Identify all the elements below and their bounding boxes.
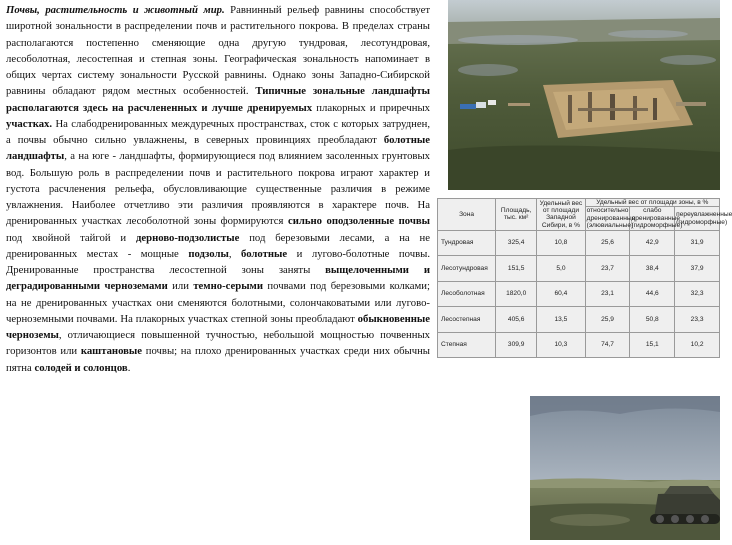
text-span: или <box>167 280 194 293</box>
cell-share: 13,5 <box>537 307 585 332</box>
text-bold: Типичные зональные ландшафты располагаются здесь на расчлененных и лучше дренируемых <box>6 85 430 114</box>
header-sub3: переувлажненные (гидроморфные) <box>675 207 720 230</box>
cell-d3: 10,2 <box>675 332 720 358</box>
text-bold: выщелоченными и деградированными черноземами <box>6 264 430 293</box>
text-bold: болотные <box>241 247 288 260</box>
cell-d2: 44,6 <box>630 281 675 306</box>
header-share: Удельный вес от площади Западной Сибири, в % <box>537 199 585 231</box>
cell-area: 1820,0 <box>496 281 537 306</box>
tundra-vehicle-photo <box>530 396 720 540</box>
text-bold: солодей и солонцов <box>34 361 128 374</box>
cell-d1: 23,1 <box>585 281 630 306</box>
table-header-row <box>438 199 720 207</box>
header-sub2: слабо дренированные (гидроморфные) <box>631 207 683 230</box>
cell-d2: 38,4 <box>630 256 675 281</box>
cell-d1: 25,6 <box>585 230 630 255</box>
cell-area: 405,6 <box>496 307 537 332</box>
cell-area: 325,4 <box>496 230 537 255</box>
text-bold: дерново-подзолистые <box>136 231 240 244</box>
text-bold: каштановые <box>80 345 143 358</box>
header-group: Удельный вес от площади зоны, в % <box>585 199 719 207</box>
table-row <box>438 230 720 255</box>
text-bold: подзолы <box>188 247 229 260</box>
text-span: , отличающиеся повышенной тучностью, небольшой мощностью почвенных горизонтов или <box>6 329 430 358</box>
cell-area: 309,9 <box>496 332 537 358</box>
cell-zone: Лесотундровая <box>438 256 496 281</box>
cell-d3: 23,3 <box>675 307 720 332</box>
header-sub1: относительно дренированные (элювиальные) <box>586 207 636 230</box>
cell-d3: 37,9 <box>675 256 720 281</box>
text-span: На слабодренированных междуречных пространствах, сток с которых затруднен, а почвы обычно сильно увлажнены, в северных провинциях преобладают <box>6 117 430 146</box>
cell-d1: 25,9 <box>585 307 630 332</box>
text-bold: участках. <box>6 117 53 130</box>
aerial-landscape-photo <box>448 0 720 190</box>
cell-share: 60,4 <box>537 281 585 306</box>
text-span: почвы; на плохо дренированных участках среди них обычны пятна <box>6 345 430 374</box>
text-span: Равнинный рельеф равнины способствует широтной зональности в распределении почв и растительного покрова. В пределах страны располагаются постепенно сменяющие одна другую тундровая, лесотундровая, лесоболотная, лесостепная и степная зоны. Географическая зональность напоминает в общих чертах систему зональности Русской равнины. Однако зоны Западно-Сибирской равнины обладают рядом местных особенностей. <box>6 4 430 98</box>
cell-zone: Лесостепная <box>438 307 496 332</box>
text-bold: болотные ландшафты <box>6 134 430 163</box>
cell-d2: 42,9 <box>630 230 675 255</box>
body-text <box>6 2 430 376</box>
aerial-photo-graphic <box>448 0 720 190</box>
text-bold: сильно оподзоленные почвы <box>287 215 430 228</box>
text-span: . <box>127 361 131 374</box>
table-row <box>438 307 720 332</box>
cell-d1: 23,7 <box>585 256 630 281</box>
section-title: Почвы, растительность и животный мир. <box>6 4 225 16</box>
cell-d1: 74,7 <box>585 332 630 358</box>
tundra-photo-graphic <box>530 396 720 540</box>
table-row <box>438 281 720 306</box>
cell-share: 5,0 <box>537 256 585 281</box>
text-span: почвами под березовыми колками; на не дренированных участках они сменяются болотными, солончаковатыми или лугово-черноземными почвами. На плакорных участках степной зоны преобладают <box>6 280 430 325</box>
cell-zone: Степная <box>438 332 496 358</box>
cell-d3: 31,9 <box>675 230 720 255</box>
cell-share: 10,3 <box>537 332 585 358</box>
cell-area: 151,5 <box>496 256 537 281</box>
text-bold: обыкновенные черноземы <box>6 312 430 341</box>
text-span: под хвойной тайгой и <box>6 231 136 244</box>
text-bold: темно-серыми <box>193 280 263 293</box>
cell-zone: Тундровая <box>438 230 496 255</box>
zones-table <box>437 198 732 358</box>
text-span: под березовыми лесами, а на не дренированных местах - мощные <box>6 231 430 260</box>
text-span: плакорных и приречных <box>312 101 431 114</box>
table-row <box>438 256 720 281</box>
cell-d3: 32,3 <box>675 281 720 306</box>
text-span: , <box>228 247 242 260</box>
cell-share: 10,8 <box>537 230 585 255</box>
zones-table-container <box>437 198 732 358</box>
text-span: , а на юге - ландшафты, формирующиеся под влиянием засоленных грунтовых вод. Большую роль в распределении почв и растительного покрова играют характер и густота расчленения рельефа, обусловливающие существенные различия в режиме увлажнения. Наиболее отчетливо эти различия проявляются в характере почв. На дренированных участках лесоболотной зоны формируются <box>6 150 430 228</box>
header-area: Площадь, тыс. км² <box>496 199 537 231</box>
table-row <box>438 332 720 358</box>
header-zone: Зона <box>438 199 496 231</box>
text-span: и лугово-болотные почвы. Дренированные пространства лесостепной зоны заняты <box>6 247 430 276</box>
cell-zone: Лесоболотная <box>438 281 496 306</box>
cell-d2: 15,1 <box>630 332 675 358</box>
cell-d2: 50,8 <box>630 307 675 332</box>
